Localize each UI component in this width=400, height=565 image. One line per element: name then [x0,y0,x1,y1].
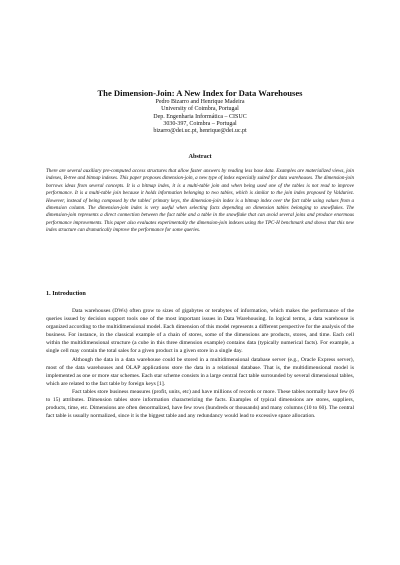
affiliation-university: University of Coimbra, Portugal [161,106,239,113]
paper-title: The Dimension-Join: A New Index for Data Warehouses [97,88,303,98]
affiliation-address: 3030-397, Coimbra – Portugal [163,120,237,127]
paragraph: Although the data in a data warehouse could be stored in a multidimensional database server (e.g., Oracle Express server), most of the data warehouses and OLAP applications store the data in a relational database. That is, the multidimensional model is implemented as one or more star schemes. Each star scheme consists in a large central fact table surrounded by several dimensional tables, which are related to the fact table by foreign keys [1]. [46,356,354,387]
author-block [0,99,400,135]
author-emails: bizarro@dei.uc.pt, henrique@dei.uc.pt [153,128,247,135]
affiliation-department: Dep. Engenharia Informática – CISUC [153,113,247,120]
abstract-text: There are several auxiliary pre-computed access structures that allow faster answers by reading less base data. Examples are materialized views, join indexes, B-tree and bitmap indexes. This paper proposes dimension-join, a new type of index especially suited for data warehouses. The dimension-join borrows ideas from several concepts. It is a bitmap index, it is a multi-table join and when being used one of the tables is not read to improve performance. It is a multi-table join because it holds information belonging to two tables, which is similar to the join index proposed by Valduriez. However, instead of being composed by the tables' primary keys, the dimension-join index is a bitmap index over the fact table using values from a dimension column. The dimension-join index is very useful when selecting facts depending on dimension tables belonging to snowflakes. The dimension-join represents a direct connection between the fact table and a table in the snowflake that can avoid several joins and produce enormous performance improvements. This paper also evaluates experimentally the dimension-join indexes using the TPC-H benchmark and shows that this new index structure can dramatically improve the performance for some queries. [46,168,354,234]
author-names: Pedro Bizarro and Henrique Madeira [155,99,245,105]
paragraph: Fact tables store business measures (profit, units, etc) and have millions of records or more. These tables normally have few (6 to 15) attributes. Dimension tables store information characterizing the facts. Examples of typical dimensions are stores, suppliers, products, time, etc. Dimensions are often denormalized, have few rows (hundreds or thousands) and many columns (10 to 60). The central fact table is usually normalized, since it is the biggest table and any redundancy would lead to excessive space allocation. [46,388,354,420]
introduction-body [46,307,354,420]
section-heading-introduction: 1. Introduction [46,290,86,297]
abstract-heading: Abstract [188,153,212,160]
paragraph: Data warehouses (DWs) often grow to sizes of gigabytes or terabytes of information, which makes the performance of the queries issued by decision support tools one of the most important issues in Data Warehousing. In logical terms, a data warehouse is organized according to the multidimensional model. Each dimension of this model represents a different perspective for the analysis of the business. For instance, in the classical example of a chain of stores, some of the dimensions are products, stores, and time. Each cell within the multidimensional structure (a cube in this three dimension example) contains data (typically numerical facts). For example, a single cell may contain the total sales for a given product in a given store in a single day. [46,308,354,355]
